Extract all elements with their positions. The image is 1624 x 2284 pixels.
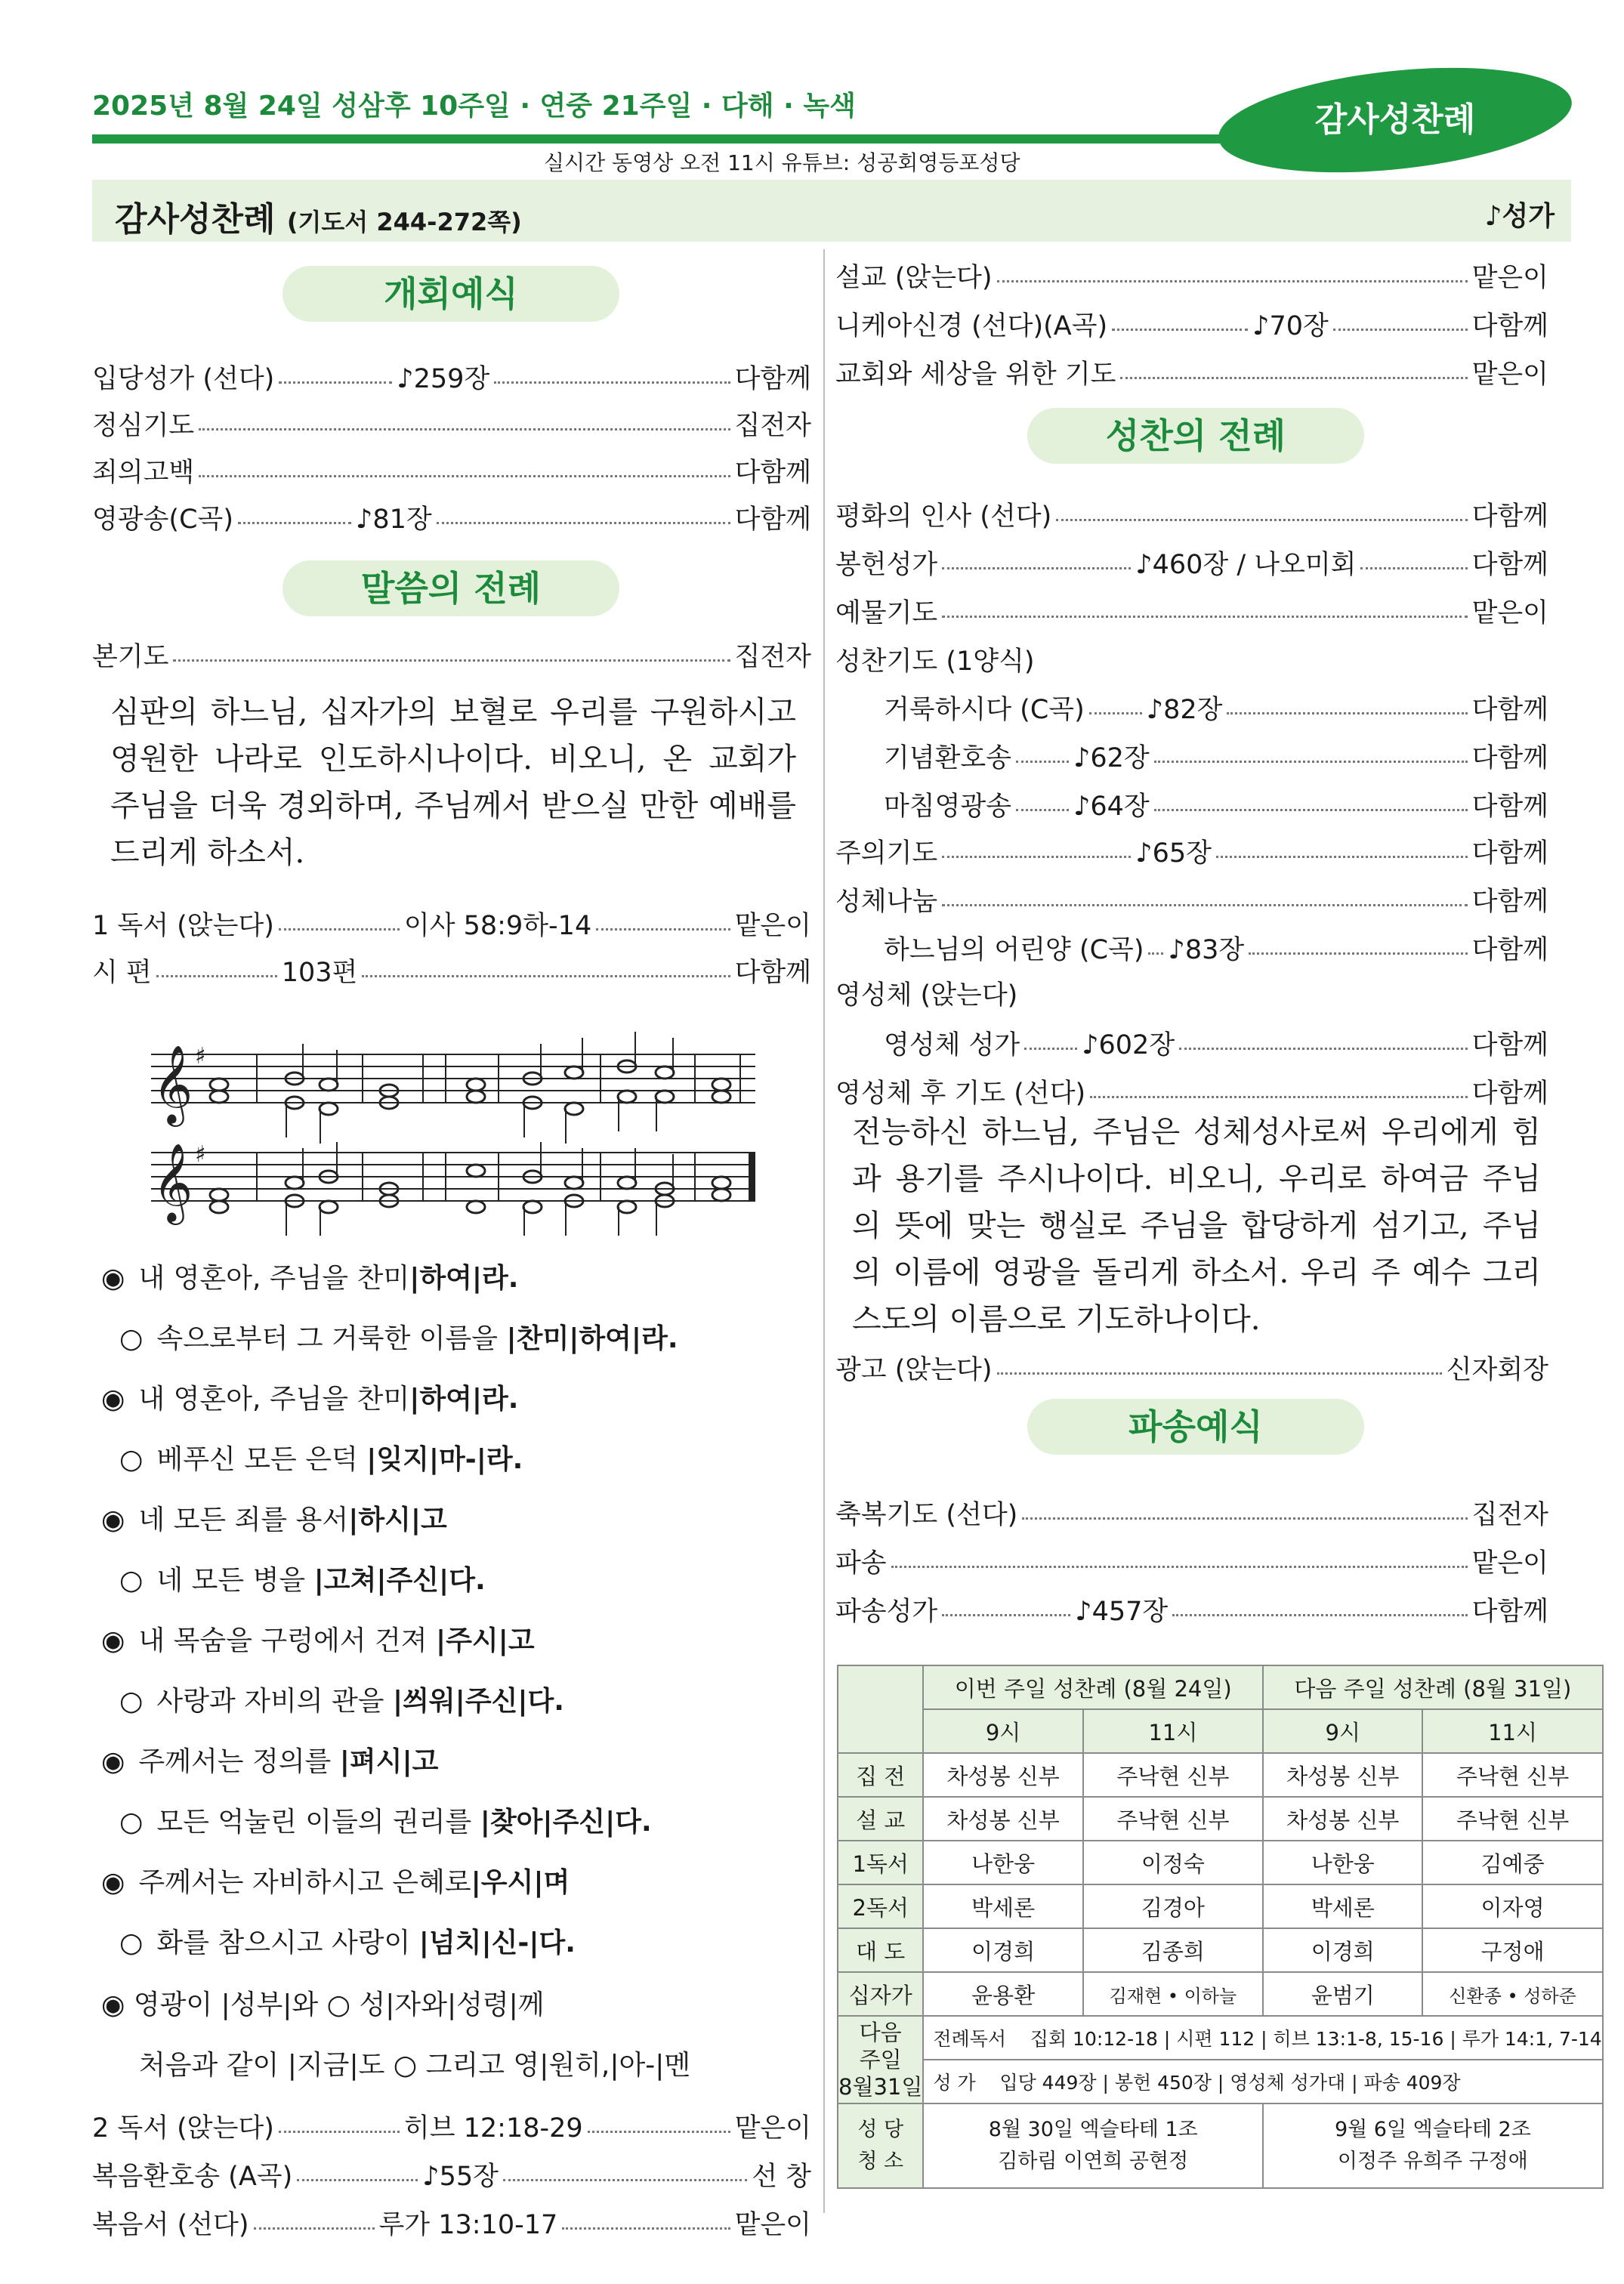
liturgy-detail: ♪82장 — [1146, 695, 1223, 725]
liturgy-row — [92, 452, 811, 489]
liturgy-performer: 선 창 — [752, 2162, 811, 2192]
role-label: 2독서 — [838, 1884, 923, 1928]
table-cell: 윤범기 — [1263, 1972, 1422, 2016]
leader-dots — [238, 522, 351, 524]
leader-dots — [156, 975, 277, 977]
cleaning-1-names: 김하림 이연희 공현정 — [998, 2150, 1189, 2173]
page-title-pages: (기도서 244-272쪽) — [286, 208, 522, 236]
readings-label: 전례독서 — [933, 2028, 1006, 2050]
header-rule — [92, 134, 1301, 144]
liturgy-row — [92, 905, 811, 943]
liturgy-item: 1 독서 (앉는다) — [92, 911, 274, 941]
chant-staff-2 — [151, 1141, 755, 1236]
svg-text:𝄞: 𝄞 — [153, 1143, 193, 1222]
liturgy-detail: ♪457장 — [1075, 1597, 1169, 1627]
liturgy-detail: ♪62장 — [1073, 743, 1150, 773]
response-mark: ◉ — [101, 1384, 125, 1415]
leader-dots — [1056, 519, 1467, 521]
page-title-main: 감사성찬례 — [115, 200, 276, 239]
leader-dots — [1089, 712, 1142, 715]
eucharistic-prayer-label: 성찬기도 (1양식) — [835, 647, 1035, 677]
time-header: 11시 — [1083, 1709, 1263, 1753]
psalm-verse — [119, 1921, 576, 1960]
leader-dots — [199, 475, 730, 477]
table-row — [838, 1753, 1603, 1797]
table-cell: 윤용환 — [923, 1972, 1082, 2016]
liturgy-row — [835, 257, 1548, 295]
liturgy-row — [884, 786, 1548, 823]
liturgy-row — [884, 929, 1548, 967]
liturgy-item: 정심기도 — [92, 411, 195, 441]
liturgy-performer: 맡은이 — [1471, 1548, 1548, 1579]
leader-dots — [1016, 761, 1069, 763]
verse-chant-marks: |잊지|마-|라. — [366, 1444, 523, 1475]
leader-dots — [1227, 712, 1467, 715]
liturgy-row — [835, 832, 1548, 870]
table-row — [838, 1884, 1603, 1928]
post-communion-prayer: 전능하신 하느님, 주님은 성체성사로써 우리에게 힘과 용기를 주시나이다. 비오니, 우리로 하여금 주님의 뜻에 맞는 행실로 주님을 합당하게 섬기고, 주님의 이름에 영광을 돌리게 하소서. 우리 주 예수 그리스도의 이름으로 기도하나이다. — [852, 1115, 1541, 1337]
verse-text: 속으로부터 그 거룩한 이름을 — [156, 1323, 507, 1354]
liturgy-row — [92, 952, 811, 989]
verse-chant-marks: |찾아|주신|다. — [480, 1807, 652, 1838]
liturgy-performer: 다함께 — [1471, 887, 1548, 917]
cleaning-1-date: 8월 30일 엑슬타테 1조 — [988, 2118, 1198, 2141]
liturgy-performer: 다함께 — [1471, 935, 1548, 965]
verse-text: 베푸신 모든 은덕 — [156, 1444, 367, 1475]
leader-dots — [942, 1614, 1070, 1616]
chant-staff-1 — [151, 1032, 755, 1144]
liturgy-performer: 다함께 — [1471, 550, 1548, 580]
liturgy-performer: 집전자 — [734, 411, 811, 441]
leader-dots — [279, 381, 392, 384]
liturgy-row — [835, 1073, 1548, 1110]
liturgy-detail: ♪70장 — [1252, 311, 1329, 341]
leader-dots — [997, 1372, 1442, 1375]
liturgy-performer: 맡은이 — [734, 911, 811, 941]
liturgy-item: 죄의고백 — [92, 458, 195, 488]
cleaning-week-1 — [923, 2103, 1263, 2188]
liturgy-row — [92, 2204, 811, 2242]
leader-dots — [1333, 329, 1468, 331]
cleaning-week-2 — [1263, 2103, 1603, 2188]
leader-dots — [562, 2227, 730, 2230]
response-mark: ○ — [119, 1928, 144, 1958]
leader-dots — [1148, 952, 1163, 955]
liturgy-row — [835, 305, 1548, 343]
cleaning-label — [838, 2103, 923, 2188]
cleaning-2-names: 이정주 유희주 구정애 — [1337, 2150, 1528, 2173]
liturgy-item: 복음서 (선다) — [92, 2210, 249, 2240]
liturgy-performer: 다함께 — [1471, 695, 1548, 725]
liturgy-item: 영광송(C곡) — [92, 505, 233, 535]
liturgy-item: 평화의 인사 (선다) — [835, 502, 1052, 532]
liturgy-item: 본기도 — [92, 642, 169, 672]
response-mark: ◉ — [101, 1867, 125, 1898]
liturgy-row — [92, 405, 811, 443]
verse-chant-marks: |펴시|고 — [339, 1746, 439, 1777]
liturgy-row — [92, 2107, 811, 2145]
next-week-header: 다음 주일 성찬례 (8월 31일) — [1263, 1665, 1603, 1709]
liturgy-row — [92, 2156, 811, 2193]
verse-text: 네 모든 죄를 용서 — [138, 1505, 349, 1536]
leader-dots — [199, 428, 730, 431]
liturgy-detail: ♪259장 — [397, 364, 490, 394]
table-cell: 차성봉 신부 — [1263, 1753, 1422, 1797]
liturgy-detail: 루가 13:10-17 — [378, 2210, 558, 2240]
table-cell: 김재현 • 이하늘 — [1083, 1972, 1263, 2016]
liturgy-item: 기념환호송 — [884, 743, 1012, 773]
verse-chant-marks: |하여|라. — [409, 1263, 519, 1294]
leader-dots — [1154, 809, 1468, 811]
verse-chant-marks: |우시|며 — [471, 1867, 570, 1898]
liturgy-row — [835, 544, 1548, 582]
service-schedule-table — [837, 1665, 1604, 2189]
liturgy-performer: 맡은이 — [1471, 360, 1548, 390]
liturgy-item: 예물기도 — [835, 598, 938, 628]
verse-text: 모든 억눌린 이들의 권리를 — [156, 1807, 480, 1838]
readings-value: 집회 10:12-18 | 시편 112 | 히브 13:1-8, 15-16 | 루가 14:1, 7-14 — [1030, 2028, 1602, 2050]
role-label: 십자가 — [838, 1972, 923, 2016]
next-readings — [923, 2016, 1602, 2060]
next-sunday-label — [838, 2016, 923, 2103]
liturgy-item: 봉헌성가 — [835, 550, 938, 580]
next-label-2: 주일 — [859, 2047, 902, 2073]
table-cell: 구정애 — [1422, 1928, 1602, 1972]
cleaning-2-date: 9월 6일 엑슬타테 2조 — [1334, 2118, 1531, 2141]
liturgy-item: 파송성가 — [835, 1597, 938, 1627]
svg-text:♯: ♯ — [195, 1141, 206, 1168]
table-cell: 이경희 — [1263, 1928, 1422, 1972]
section-dismissal: 파송예식 — [1027, 1399, 1364, 1455]
leader-dots — [279, 2131, 400, 2133]
column-divider — [823, 249, 825, 2213]
table-cell: 차성봉 신부 — [923, 1797, 1082, 1841]
response-mark: ○ — [119, 1686, 144, 1717]
leader-dots — [1179, 1048, 1467, 1050]
liturgy-item: 파송 — [835, 1548, 887, 1579]
liturgy-performer: 다함께 — [1471, 1597, 1548, 1627]
verse-chant-marks: |하시|고 — [348, 1505, 447, 1536]
page-title — [115, 192, 522, 240]
liturgy-row — [835, 1349, 1548, 1387]
table-cell: 이자영 — [1422, 1884, 1602, 1928]
liturgy-row — [92, 358, 811, 396]
bulletin-date-line: 2025년 8월 24일 성삼후 10주일 · 연중 21주일 · 다해 · 녹색 — [92, 91, 856, 122]
leader-dots — [279, 928, 400, 931]
leader-dots — [942, 567, 1131, 569]
liturgy-row — [835, 353, 1548, 391]
liturgy-item: 복음환호송 (A곡) — [92, 2162, 293, 2192]
doxology-line-1: ◉ 영광이 |성부|와 ○ 성|자와|성령|께 — [101, 1989, 545, 2020]
leader-dots — [891, 1566, 1468, 1568]
psalm-verse — [119, 1680, 564, 1718]
liturgy-item: 마침영광송 — [884, 792, 1012, 822]
liturgy-item: 거룩하시다 (C곡) — [884, 695, 1085, 725]
liturgy-performer: 다함께 — [734, 958, 811, 988]
liturgy-performer: 다함께 — [1471, 743, 1548, 773]
liturgy-detail: 103편 — [281, 958, 358, 988]
hymns-label: 성 가 — [933, 2072, 976, 2094]
liturgy-item: 시 편 — [92, 958, 152, 988]
liturgy-item: 주의기도 — [835, 838, 938, 869]
liturgy-row — [835, 1494, 1548, 1532]
verse-chant-marks: |찬미|하여|라. — [506, 1323, 678, 1354]
liturgy-row — [92, 498, 811, 536]
leader-dots — [596, 928, 730, 931]
response-mark: ○ — [119, 1323, 144, 1354]
liturgy-item: 교회와 세상을 위한 기도 — [835, 360, 1116, 390]
liturgy-detail: ♪460장 / 나오미회 — [1135, 550, 1357, 580]
verse-text: 주께서는 정의를 — [138, 1746, 340, 1777]
liturgy-detail: ♪81장 — [356, 505, 432, 535]
liturgy-row — [835, 881, 1548, 918]
role-label: 1독서 — [838, 1841, 923, 1884]
doxology-line-2: 처음과 같이 |지금|도 ○ 그리고 영|원히,|아-|멘 — [139, 2050, 691, 2081]
leader-dots — [1016, 809, 1069, 811]
liturgy-performer: 맡은이 — [734, 2210, 811, 2240]
leader-dots — [437, 522, 730, 524]
leader-dots — [1090, 1096, 1467, 1098]
table-cell: 주낙현 신부 — [1083, 1797, 1263, 1841]
table-cell: 주낙현 신부 — [1083, 1753, 1263, 1797]
table-cell: 주낙현 신부 — [1422, 1753, 1602, 1797]
liturgy-performer: 맡은이 — [734, 2113, 811, 2144]
leader-dots — [942, 616, 1467, 618]
verse-text: 내 영혼아, 주님을 찬미 — [138, 1263, 410, 1294]
liturgy-performer: 다함께 — [734, 505, 811, 535]
table-cell: 김종희 — [1083, 1928, 1263, 1972]
leader-dots — [254, 2227, 375, 2230]
leader-dots — [494, 381, 730, 384]
verse-chant-marks: |넘치|신-|다. — [418, 1928, 576, 1958]
liturgy-performer: 다함께 — [1471, 838, 1548, 869]
psalm-verse — [119, 1559, 486, 1597]
broadcast-info: 실시간 동영상 오전 11시 유튜브: 성공회영등포성당 — [544, 150, 1020, 175]
section-word: 말씀의 전례 — [283, 560, 619, 616]
leader-dots — [588, 2131, 730, 2133]
next-hymns — [923, 2060, 1602, 2103]
response-mark: ◉ — [101, 1746, 125, 1777]
leader-dots — [1154, 761, 1468, 763]
liturgy-item: 영성체 후 기도 (선다) — [835, 1079, 1086, 1109]
verse-text: 네 모든 병을 — [156, 1565, 314, 1596]
verse-chant-marks: |고쳐|주신|다. — [313, 1565, 486, 1596]
leader-dots — [297, 2179, 418, 2181]
verse-text: 내 목숨을 구렁에서 건져 — [138, 1625, 436, 1656]
verse-text: 사랑과 자비의 관을 — [156, 1686, 393, 1717]
table-cell: 나한웅 — [923, 1841, 1082, 1884]
next-label-3: 8월31일 — [838, 2074, 923, 2100]
table-cell: 이경희 — [923, 1928, 1082, 1972]
liturgy-row — [835, 1542, 1548, 1580]
liturgy-performer: 다함께 — [1471, 1079, 1548, 1109]
liturgy-performer: 다함께 — [1471, 1030, 1548, 1060]
psalm-verse — [119, 1801, 652, 1839]
response-mark: ○ — [119, 1444, 144, 1475]
liturgy-detail: ♪65장 — [1135, 838, 1212, 869]
response-mark: ◉ — [101, 1505, 125, 1536]
liturgy-detail: ♪64장 — [1073, 792, 1150, 822]
liturgy-detail: 히브 12:18-29 — [403, 2113, 583, 2144]
leader-dots — [1249, 952, 1467, 955]
table-cell: 김경아 — [1083, 1884, 1263, 1928]
liturgy-row — [884, 737, 1548, 775]
liturgy-detail: ♪55장 — [422, 2162, 499, 2192]
liturgy-item: 니케아신경 (선다)(A곡) — [835, 311, 1108, 341]
liturgy-performer: 집전자 — [1471, 1500, 1548, 1530]
liturgy-item: 축복기도 (선다) — [835, 1500, 1018, 1530]
table-cell: 차성봉 신부 — [1263, 1797, 1422, 1841]
table-cell: 이정숙 — [1083, 1841, 1263, 1884]
table-cell: 박세론 — [923, 1884, 1082, 1928]
psalm-verse — [101, 1498, 447, 1537]
verse-text: 내 영혼아, 주님을 찬미 — [138, 1384, 410, 1415]
liturgy-row — [835, 495, 1548, 533]
liturgy-row — [92, 636, 811, 674]
liturgy-performer: 집전자 — [734, 642, 811, 672]
liturgy-item: 성체나눔 — [835, 887, 938, 917]
liturgy-performer: 다함께 — [1471, 502, 1548, 532]
leader-dots — [1112, 329, 1248, 331]
section-opening: 개회예식 — [283, 266, 619, 322]
leader-dots — [1216, 856, 1468, 858]
liturgy-item: 영성체 성가 — [884, 1030, 1020, 1060]
liturgy-detail: ♪83장 — [1168, 935, 1245, 965]
table-row — [838, 1972, 1603, 2016]
table-corner — [838, 1665, 923, 1753]
liturgy-performer: 다함께 — [1471, 311, 1548, 341]
svg-text:♯: ♯ — [195, 1043, 206, 1069]
role-label: 집 전 — [838, 1753, 923, 1797]
verse-text: 주께서는 자비하시고 은혜로 — [138, 1867, 471, 1898]
cleaning-label-2: 청 소 — [857, 2150, 904, 2173]
psalm-verse — [119, 1438, 523, 1477]
svg-text:𝄞: 𝄞 — [153, 1045, 193, 1124]
response-mark: ○ — [119, 1565, 144, 1596]
verse-chant-marks: |씌워|주신|다. — [392, 1686, 564, 1717]
liturgy-performer: 다함께 — [734, 364, 811, 394]
psalm-verse — [101, 1861, 570, 1900]
liturgy-item: 설교 (앉는다) — [835, 263, 993, 293]
this-week-header: 이번 주일 성찬례 (8월 24일) — [923, 1665, 1263, 1709]
table-cell: 김예중 — [1422, 1841, 1602, 1884]
section-eucharist: 성찬의 전례 — [1027, 408, 1364, 464]
liturgy-performer: 맡은이 — [1471, 263, 1548, 293]
leader-dots — [503, 2179, 747, 2181]
liturgy-performer: 신자회장 — [1446, 1355, 1548, 1385]
psalm-verse — [101, 1740, 438, 1779]
cleaning-label-1: 성 당 — [857, 2118, 904, 2141]
response-mark: ◉ — [101, 1625, 125, 1656]
table-cell: 주낙현 신부 — [1422, 1797, 1602, 1841]
table-cell: 차성봉 신부 — [923, 1753, 1082, 1797]
header-tab-label: 감사성찬례 — [1314, 100, 1476, 139]
verse-chant-marks: |하여|라. — [409, 1384, 519, 1415]
response-mark: ○ — [119, 1807, 144, 1838]
table-row — [838, 1797, 1603, 1841]
liturgy-row — [835, 1591, 1548, 1628]
liturgy-detail: ♪602장 — [1082, 1030, 1175, 1060]
hymns-value: 입당 449장 | 봉헌 450장 | 영성체 성가대 | 파송 409장 — [999, 2072, 1461, 2094]
leader-dots — [942, 856, 1131, 858]
psalm-verse — [119, 1317, 678, 1356]
liturgy-row — [884, 1024, 1548, 1062]
table-cell: 신환종 • 성하준 — [1422, 1972, 1602, 2016]
time-header: 11시 — [1422, 1709, 1602, 1753]
liturgy-performer: 맡은이 — [1471, 598, 1548, 628]
leader-dots — [1022, 1517, 1467, 1520]
role-label: 대 도 — [838, 1928, 923, 1972]
leader-dots — [1120, 377, 1467, 379]
response-mark: ◉ — [101, 1263, 125, 1294]
liturgy-detail: 이사 58:9하-14 — [403, 911, 592, 941]
collect-prayer: 심판의 하느님, 십자가의 보혈로 우리를 구원하시고 영원한 나라로 인도하시나이다. 비오니, 온 교회가 주님을 더욱 경외하며, 주님께서 받으실 만한 예배를 드리게 하소서. — [110, 695, 796, 870]
liturgy-row — [884, 689, 1548, 727]
psalm-verse — [101, 1378, 519, 1416]
leader-dots — [173, 659, 730, 662]
leader-dots — [1172, 1614, 1467, 1616]
leader-dots — [942, 904, 1467, 906]
liturgy-item: 입당성가 (선다) — [92, 364, 275, 394]
liturgy-item: 광고 (앉는다) — [835, 1355, 993, 1385]
leader-dots — [997, 280, 1468, 282]
times-row — [838, 1709, 1603, 1753]
psalm-verse — [101, 1257, 519, 1295]
hymn-column-label: ♪성가 — [1484, 201, 1555, 232]
leader-dots — [362, 975, 730, 977]
verse-text: 화를 참으시고 사랑이 — [156, 1928, 419, 1958]
table-cell: 나한웅 — [1263, 1841, 1422, 1884]
table-row — [838, 1841, 1603, 1884]
time-header: 9시 — [923, 1709, 1082, 1753]
liturgy-item: 2 독서 (앉는다) — [92, 2113, 274, 2144]
table-row — [838, 1928, 1603, 1972]
next-label-1: 다음 — [859, 2020, 902, 2045]
time-header: 9시 — [1263, 1709, 1422, 1753]
verse-chant-marks: |주시|고 — [435, 1625, 535, 1656]
communion-label: 영성체 (앉는다) — [835, 980, 1018, 1011]
table-cell: 박세론 — [1263, 1884, 1422, 1928]
liturgy-performer: 다함께 — [1471, 792, 1548, 822]
leader-dots — [1360, 567, 1467, 569]
leader-dots — [1024, 1048, 1077, 1050]
role-label: 설 교 — [838, 1797, 923, 1841]
liturgy-performer: 다함께 — [734, 458, 811, 488]
liturgy-item: 하느님의 어린양 (C곡) — [884, 935, 1144, 965]
psalm-verse — [101, 1619, 535, 1658]
liturgy-row — [835, 592, 1548, 630]
psalm-chant-notation — [136, 1032, 770, 1236]
